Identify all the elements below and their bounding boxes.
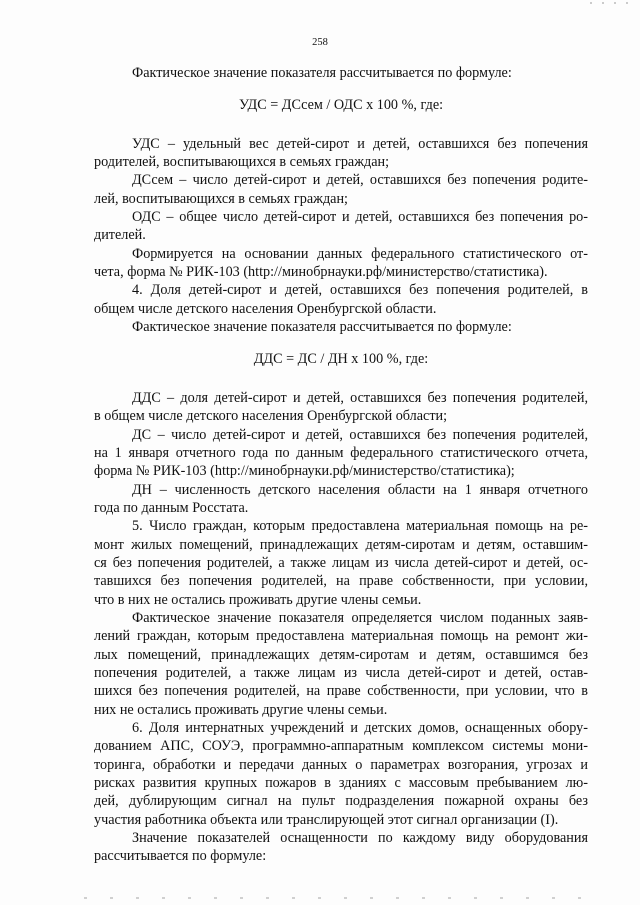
text-line: лых помещений, принадлежащих детям-сиротам и детям, оставшимся без [94, 646, 588, 663]
text-line: попечения родителей, а также лицам из числа детей-сирот и детей, остав- [94, 664, 588, 681]
text-line: чета, форма № РИК-103 (http://минобрнауки.рф/министерство/статистика). [94, 264, 548, 281]
formula: ДДС = ДС / ДН х 100 %, где: [253, 351, 429, 368]
text-line: ДС – число детей-сирот и детей, оставшихся без попечения родителей, [132, 426, 588, 443]
text-line: участия работника объекта или транслирующей этот сигнал организации (I). [94, 811, 559, 828]
text-line: дованием АПС, СОУЭ, программно-аппаратным комплексом системы мони- [94, 738, 588, 755]
text-line: дей, дублирующим сигнал на пульт подразделения пожарной охраны без [94, 793, 588, 810]
text-line: шихся без попечения родителей, на праве собственности, при условии, что в [94, 683, 588, 700]
paragraph [94, 281, 588, 318]
text-line: года по данным Росстата. [94, 499, 249, 516]
text-line: рассчитывается по формуле: [94, 848, 267, 865]
paragraph [94, 719, 588, 829]
text-line: Фактическое значение показателя определяется числом поданных заяв- [132, 609, 588, 626]
text-line: в общем числе детского населения Оренбургской области; [94, 408, 448, 425]
paragraph [94, 609, 588, 719]
scan-artifact [590, 2, 630, 4]
paragraph [94, 426, 588, 481]
text-line: 6. Доля интернатных учреждений и детских домов, оснащенных обору- [132, 720, 588, 736]
text-line: Фактическое значение показателя рассчитывается по формуле: [132, 319, 512, 336]
text-line: рисках развития крупных пожаров в зданиях с массовым пребыванием лю- [94, 775, 588, 792]
text-line: общем числе детского населения Оренбургской области. [94, 300, 437, 317]
text-line: ДДС – доля детей-сирот и детей, оставшихся без попечения родителей, [132, 389, 588, 406]
paragraph [94, 64, 588, 82]
paragraph [94, 517, 588, 609]
text-line: Фактическое значение показателя рассчитывается по формуле: [132, 65, 512, 81]
text-line: ся без попечения родителей, а также лицам из числа детей-сирот и детей, ос- [94, 554, 588, 571]
text-line: что в них не остались проживать другие члены семьи. [94, 591, 422, 608]
text-line: ОДС – общее число детей-сирот и детей, оставшихся без попечения ро- [132, 209, 588, 226]
text-line: ДСсем – число детей-сирот и детей, оставшихся без попечения родите- [132, 172, 588, 189]
paragraph [94, 171, 588, 208]
paragraph [94, 135, 588, 172]
text-line: дителей. [94, 227, 146, 244]
spacer [94, 336, 588, 350]
scan-artifact [84, 897, 600, 899]
text-line: монт жилых помещений, принадлежащих детям-сиротам и детям, оставшим- [94, 536, 588, 553]
document-body [94, 64, 588, 866]
spacer [94, 115, 588, 135]
text-line: Значение показателей оснащенности по каждому виду оборудования [132, 830, 588, 847]
text-line: Формируется на основании данных федерального статистического от- [132, 245, 588, 262]
text-line: родителей, воспитывающихся в семьях граждан; [94, 154, 390, 171]
text-line: ДН – численность детского населения области на 1 января отчетного [132, 481, 588, 498]
text-line: УДС – удельный вес детей-сирот и детей, оставшихся без попечения [132, 135, 588, 152]
spacer [94, 369, 588, 389]
paragraph [94, 318, 588, 336]
text-line: них не остались проживать другие члены семьи. [94, 701, 388, 718]
paragraph [94, 208, 588, 245]
text-line: тавшихся без попечения родителей, на праве собственности, при условии, [94, 573, 588, 590]
spacer [94, 82, 588, 96]
paragraph [94, 389, 588, 426]
text-line: форма № РИК-103 (http://минобрнауки.рф/министерство/статистика); [94, 463, 515, 480]
text-line: торинга, обработки и передачи данных о параметрах возгорания, угрозах и [94, 756, 588, 773]
paragraph [94, 245, 588, 282]
formula: УДС = ДСсем / ОДС х 100 %, где: [238, 97, 444, 114]
paragraph [94, 481, 588, 518]
text-line: 5. Число граждан, которым предоставлена материальная помощь на ре- [132, 518, 588, 535]
text-line: 4. Доля детей-сирот и детей, оставшихся без попечения родителей, в [132, 282, 588, 299]
text-line: лей, воспитывающихся в семьях граждан; [94, 190, 348, 207]
page-number: 258 [312, 37, 328, 48]
text-line: на 1 января отчетного года по данным федерального статистического отчета, [94, 444, 588, 461]
paragraph [94, 829, 588, 866]
text-line: лений граждан, которым предоставлена материальная помощь на ремонт жи- [94, 628, 588, 645]
